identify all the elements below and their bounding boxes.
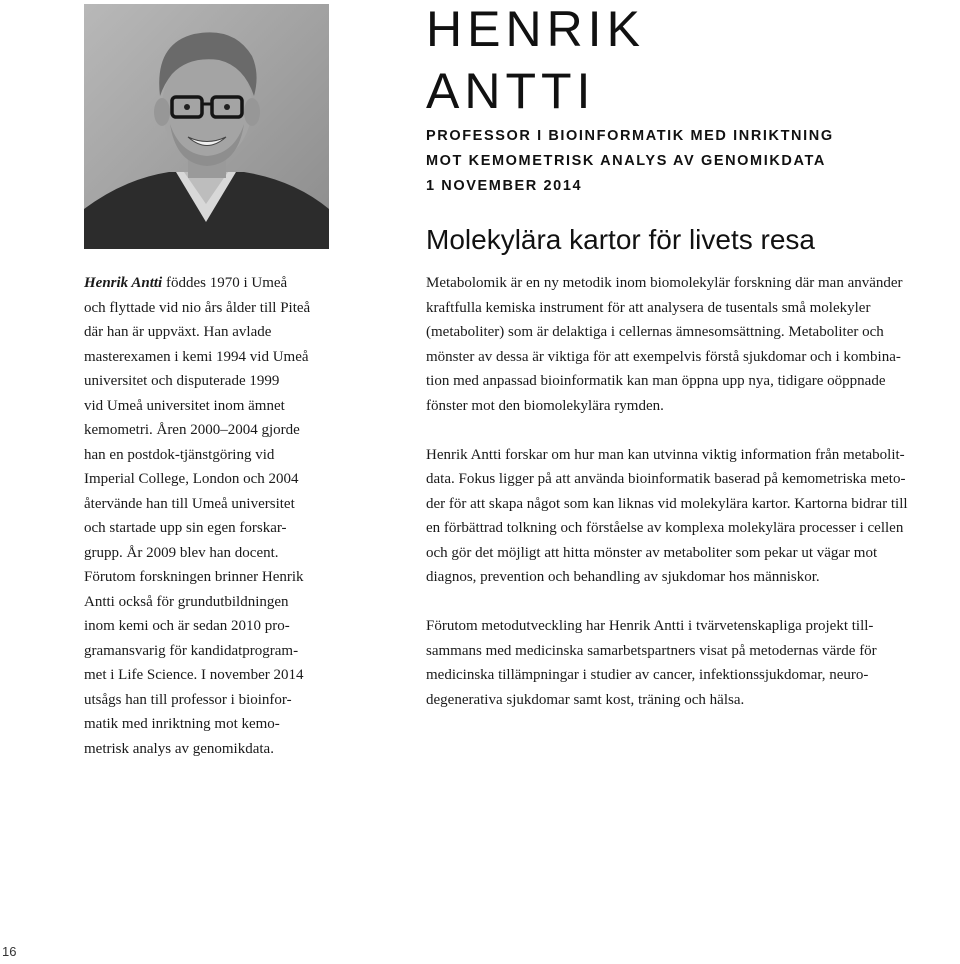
bio-line: gramansvarig för kandidatprogram- [84,642,299,659]
article-line: degenerativa sjukdomar samt kost, träning och hälsa. [426,691,745,708]
bio-line: och startade upp sin egen forskar- [84,520,287,536]
article-line: tion med anpassad bioinformatik kan man öppna upp nya, tidigare oöppnade [426,373,886,389]
article-line: sammans med medicinska samarbetspartners visat på metodernas värde för [426,642,877,659]
bio-line: inom kemi och är sedan 2010 pro- [84,618,290,634]
article-line: kraftfulla kemiska instrument för att analysera de tusentals små molekyler [426,299,871,316]
article-line: en förbättrad tolkning och förståelse av komplexa molekylära processer i cellen [426,520,904,536]
article-paragraph [426,271,960,418]
person-name-heading [426,0,645,122]
bio-line: universitet och disputerade 1999 [84,373,280,389]
bio-line: återvände han till Umeå universitet [84,495,295,512]
article-line: der för att skapa något som kan liknas vid molekylära kartor. Kartorna bidrar till [426,495,908,512]
article-line: diagnos, prevention och behandling av sjukdomar hos människor. [426,569,820,585]
article-line: medicinska tillämpningar i studier av cancer, infektionssjukdomar, neuro- [426,667,869,683]
bio-first-line-rest: föddes 1970 i Umeå [162,275,288,291]
article-line: Metabolomik är en ny metodik inom biomolekylär forskning där man använder [426,275,903,291]
article-line: och gör det möjligt att hitta mönster av metaboliter som pekar ut vägar mot [426,544,878,561]
bio-line: utsågs han till professor i bioinfor- [84,691,292,708]
article-paragraph [426,443,960,590]
subtitle-line-1: PROFESSOR I BIOINFORMATIK MED INRIKTNING [426,128,834,144]
bio-line: och flyttade vid nio års ålder till Piteå [84,299,311,316]
bio-line: metrisk analys av genomikdata. [84,740,274,757]
bio-line: met i Life Science. I november 2014 [84,667,304,683]
portrait-illustration [84,4,329,249]
bio-first-line [84,271,334,296]
bio-line: vid Umeå universitet inom ämnet [84,397,285,414]
bio-line: där han är uppväxt. Han avlade [84,324,272,340]
portrait-photo [84,4,329,249]
article-line: mönster av dessa är viktiga för att exempelvis förstå sjukdomar och i kombina- [426,348,901,365]
bio-line: Imperial College, London och 2004 [84,471,299,487]
bio-line: matik med inriktning mot kemo- [84,716,280,732]
article-line: data. Fokus ligger på att använda bioinformatik baserad på kemometriska meto- [426,471,906,487]
bio-line: kemometri. Åren 2000–2004 gjorde [84,422,300,438]
main-article-column [426,271,960,737]
biography-column [84,271,334,761]
article-line: (metaboliter) som är delaktiga i cellernas ämnesomsättning. Metaboliter och [426,324,884,340]
name-line-last: ANTTI [426,63,596,119]
section-title: Molekylära kartor för livets resa [426,224,816,255]
subtitle-line-2: MOT KEMOMETRISK ANALYS AV GENOMIKDATA [426,153,826,169]
article-line: Henrik Antti forskar om hur man kan utvinna viktig information från metabolit- [426,446,905,463]
bio-line: grupp. År 2009 blev han docent. [84,544,279,561]
article-line: fönster mot den biomolekylära rymden. [426,397,664,414]
bio-line: Antti också för grundutbildningen [84,593,289,610]
article-paragraph [426,614,960,712]
subtitle-date: 1 NOVEMBER 2014 [426,178,583,194]
bio-name-emphasis: Henrik Antti [84,275,163,291]
bio-line: masterexamen i kemi 1994 vid Umeå [84,348,309,365]
bio-line: han en postdok-tjänstgöring vid [84,446,275,463]
name-line-first: HENRIK [426,1,645,57]
page-number: 16 [2,944,17,959]
article-line: Förutom metodutveckling har Henrik Antti i tvärvetenskapliga projekt till- [426,618,874,634]
professorship-subtitle [426,124,834,199]
bio-line: Förutom forskningen brinner Henrik [84,569,304,585]
